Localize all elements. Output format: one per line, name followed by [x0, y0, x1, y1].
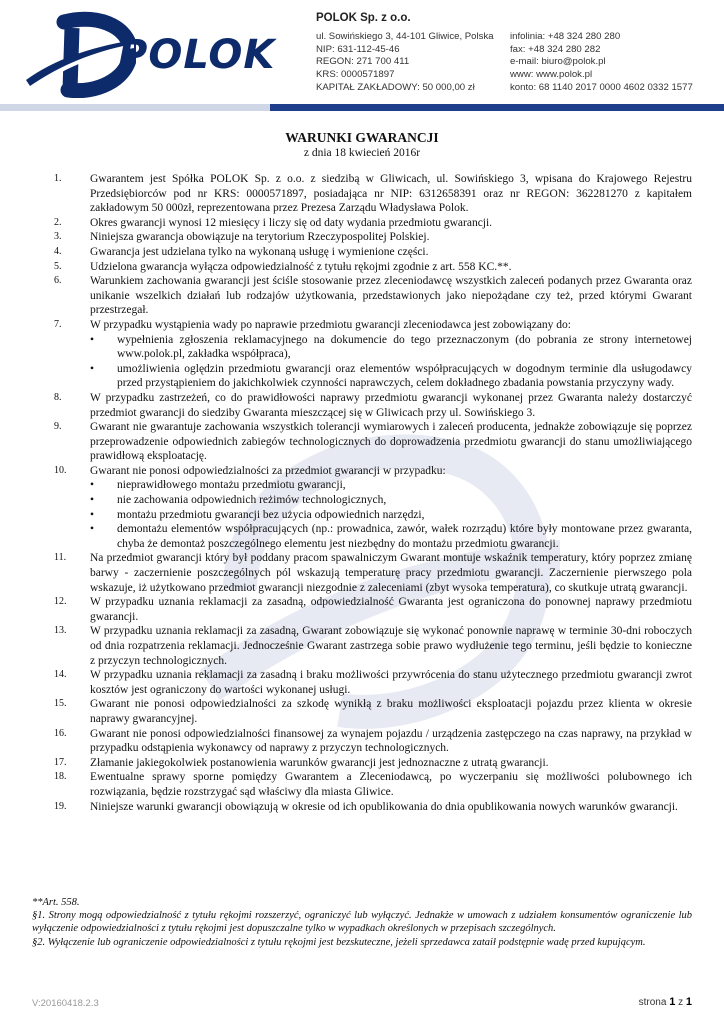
list-item [0, 216, 724, 231]
item-text: Gwarant nie ponosi odpowiedzialności finansowej za wynajem pojazdu / urządzenia zastępczego na czas naprawy, na przykład w przypadku odstąpienia wykonawcy od naprawy z przyczyn technologicznych. [90, 727, 692, 755]
list-item [0, 245, 724, 260]
document-date: z dnia 18 kwiecień 2016r [303, 147, 421, 159]
article-footnote [32, 896, 692, 949]
bullet-list [90, 478, 692, 551]
website-line: www: www.polok.pl [510, 69, 593, 81]
email-line: e-mail: biuro@polok.pl [510, 56, 606, 68]
list-item [0, 668, 724, 697]
item-text: W przypadku uznania reklamacji za zasadną, odpowiedzialność Gwaranta jest ograniczona do ponownej naprawy przedmiotu gwarancji. [90, 596, 692, 623]
item-number: 9. [54, 421, 62, 433]
list-item [0, 756, 724, 771]
regon-line: REGON: 271 700 411 [316, 56, 410, 68]
list-item [0, 595, 724, 624]
capital-line: KAPITAŁ ZAKŁADOWY: 50 000,00 zł [316, 81, 475, 93]
bullet-item: • demontażu elementów współpracujących (np.: prowadnica, zawór, wałek rozrządu) które były montowane przez gwaranta, chyba że demontaż poszczególnego elementu jest niezbędny do montażu przedmiotu gwarancji. [90, 522, 692, 551]
item-number: 8. [54, 391, 62, 403]
bullet-item: • montażu przedmiotu gwarancji bez użycia odpowiednich narzędzi, [90, 508, 692, 523]
page-current: 1 [669, 996, 676, 1008]
item-number: 17. [54, 756, 67, 768]
page-separator: z [678, 997, 684, 1008]
item-number: 13. [54, 625, 67, 637]
item-text: Ewentualne sprawy sporne pomiędzy Gwarantem a Zleceniodawcą, po wyczerpaniu się możliwości polubownego ich rozwiązania, będzie rozstrzygać sąd właściwy dla miasta Gliwice. [90, 771, 692, 798]
list-item [0, 172, 724, 216]
bank-account-line: konto: 68 1140 2017 0000 4602 0332 1577 [510, 81, 693, 93]
company-logo [26, 10, 298, 98]
item-number: 7. [54, 318, 62, 330]
item-text: Gwarancja jest udzielana tylko na wykonaną usługę i wymienione części. [90, 245, 429, 258]
item-text: W przypadku uznania reklamacji za zasadną i braku możliwości przywrócenia do stanu użytecznego przedmiotu gwarancji zwrot kosztów jest ograniczony do wartości wykonanej usługi. [90, 669, 692, 696]
list-item [0, 318, 724, 391]
address-line: ul. Sowińskiego 3, 44-101 Gliwice, Polska [316, 31, 494, 42]
item-number: 5. [54, 260, 62, 272]
item-text: W przypadku zastrzeżeń, co do prawidłowości naprawy przedmiotu gwarancji wykonanej przez Gwaranta należy dostarczyć przedmiot gwarancji do siedziby Gwaranta mieszczącej się w Gliwicach przy ul. Sowińskiego 3. [90, 391, 692, 419]
bullet-item: • wypełnienia zgłoszenia reklamacyjnego na dokumencie do tego przeznaczonym (do pobrania ze strony internetowej www.polok.pl, zakładka współpraca), [90, 333, 692, 362]
item-text: Na przedmiot gwarancji który był poddany pracom spawalniczym Gwarant montuje wskaźnik temperatury, który poprzez zmianę barwy - zaczernienie poszczególnych pól wskazują temperaturę pracy przedmiotu gwarancji. Zaczernienie pierwszego pola wskazuje, iż użytkowano przedmiot gwarancji niezgodnie z zaleceniami (zbyt wysoka temperatura), co skutkuje utratą gwarancji. [90, 552, 692, 594]
item-number: 18. [54, 771, 67, 783]
item-text: W przypadku uznania reklamacji za zasadną, Gwarant zobowiązuje się wykonać ponownie naprawę w terminie 30-dni roboczych od dnia rozpatrzenia reklamacji. Jednocześnie Gwarant zastrzega sobie prawo wydłużenie tego terminu, jeśli będzie to konieczne z przyczyn technologicznych. [90, 625, 692, 667]
list-item [0, 260, 724, 275]
item-number: 10. [54, 464, 67, 476]
hotline-line: infolinia: +48 324 280 280 [510, 31, 621, 42]
bullet-list [90, 333, 692, 391]
list-item [0, 770, 724, 799]
bullet-item: • umożliwienia oględzin przedmiotu gwarancji oraz elementów współpracujących w dogodnym terminie dla usługodawcy przed przystąpieniem do jakichkolwiek czynności naprawczych, celem dokładnego zbadania powstania przyczyny wady. [90, 362, 692, 391]
list-item [0, 391, 724, 420]
nip-line: NIP: 631-112-45-46 [316, 43, 400, 55]
item-number: 11. [54, 552, 67, 564]
item-text: Gwarant nie ponosi odpowiedzialności za przedmiot gwarancji w przypadku: [90, 464, 446, 477]
list-item [0, 551, 724, 595]
item-number: 15. [54, 698, 67, 710]
item-text: Gwarantem jest Spółka POLOK Sp. z o.o. z siedzibą w Gliwicach, ul. Sowińskiego 3, wpisana do Krajowego Rejestru Przedsiębiorców pod nr KRS: 0000571897, posiadająca nr NIP: 6312658391 oraz nr REGON: 362281270 z kapitałem zakładowym 50 000zł, reprezentowana przez Prezesa Zarządu Władysława Polok. [90, 173, 692, 215]
item-text: Niniejsze warunki gwarancji obowiązują w okresie od ich opublikowania do dnia opublikowania nowych warunków gwarancji. [90, 800, 678, 813]
item-number: 16. [54, 727, 67, 739]
list-item [0, 800, 724, 815]
list-item [0, 274, 724, 318]
item-text: Złamanie jakiegokolwiek postanowienia warunków gwarancji jest jednoznaczne z utratą gwarancji. [90, 756, 549, 769]
bullet-item: • nie zachowania odpowiednich reżimów technologicznych, [90, 493, 692, 508]
list-item [0, 464, 724, 552]
warranty-terms-list [0, 172, 724, 814]
item-text: Gwarant nie gwarantuje zachowania wszystkich tolerancji wymiarowych i zaleceń producenta, jednakże zobowiązuje się poprzez przeprowadzenie odpowiednich zabiegów technologicznych do doprowadzenia przedmiotu gwarancji do stanu umożliwiającego prawidłową eksploatację. [90, 421, 692, 463]
krs-line: KRS: 0000571897 [316, 69, 395, 81]
item-number: 3. [54, 231, 62, 243]
item-number: 2. [54, 216, 62, 228]
item-number: 19. [54, 800, 67, 812]
logo-wordmark: POLOK [118, 32, 276, 78]
item-number: 6. [54, 275, 62, 287]
item-text: Gwarant nie ponosi odpowiedzialności za szkodę wynikłą z braku możliwości eksploatacji pojazdu przez klienta w okresie naprawy gwarancyjnej. [90, 698, 692, 725]
company-contact-block [510, 31, 693, 95]
item-text: Warunkiem zachowania gwarancji jest ściśle stosowanie przez zleceniodawcę wszystkich zaleceń podanych przez Gwaranta oraz unikanie wszelkich działań lub rodzajów użytkowania, przedstawionych jako niepożądane czy też, przed którymi Gwarant przestrzegał. [90, 275, 692, 317]
document-version: V:20160418.2.3 [32, 998, 99, 1009]
list-item [0, 420, 724, 464]
footnote-paragraph: §1. Strony mogą odpowiedzialność z tytułu rękojmi rozszerzyć, ograniczyć lub wyłączyć. Jednakże w umowach z udziałem konsumentów ograniczenie lub wyłączenie odpowiedzialności z tytułu rękojmi jest dopuszczalne tylko w wypadkach określonych w przepisach szczególnych. [32, 910, 692, 935]
item-number: 1. [54, 173, 62, 184]
company-address-block [316, 31, 494, 95]
company-name: POLOK Sp. z o.o. [316, 12, 411, 24]
page-number [639, 996, 692, 1008]
item-text: W przypadku wystąpienia wady po naprawie przedmiotu gwarancji zleceniodawca jest zobowiązany do: [90, 318, 572, 331]
document-title: WARUNKI GWARANCJI [285, 130, 439, 145]
footnote-paragraph: §2. Wyłączenie lub ograniczenie odpowiedzialności z tytułu rękojmi jest bezskuteczne, jeżeli sprzedawca zataił podstępnie wadę przed kupującym. [32, 936, 646, 948]
item-text: Udzielona gwarancja wyłącza odpowiedzialność z tytułu rękojmi zgodnie z art. 558 KC.**. [90, 260, 512, 273]
list-item [0, 230, 724, 245]
header-divider-bar [0, 104, 724, 111]
item-number: 14. [54, 669, 67, 681]
list-item [0, 697, 724, 726]
fax-line: fax: +48 324 280 282 [510, 43, 601, 55]
list-item [0, 624, 724, 668]
item-number: 4. [54, 245, 62, 257]
page-label: strona [638, 997, 667, 1008]
item-text: Niniejsza gwarancja obowiązuje na terytorium Rzeczypospolitej Polskiej. [90, 231, 430, 244]
list-item [0, 727, 724, 756]
item-text: Okres gwarancji wynosi 12 miesięcy i liczy się od daty wydania przedmiotu gwarancji. [90, 216, 493, 229]
footnote-heading: **Art. 558. [32, 897, 80, 908]
bullet-item: • nieprawidłowego montażu przedmiotu gwarancji, [90, 478, 692, 493]
page-total: 1 [685, 996, 692, 1008]
item-number: 12. [54, 596, 67, 608]
